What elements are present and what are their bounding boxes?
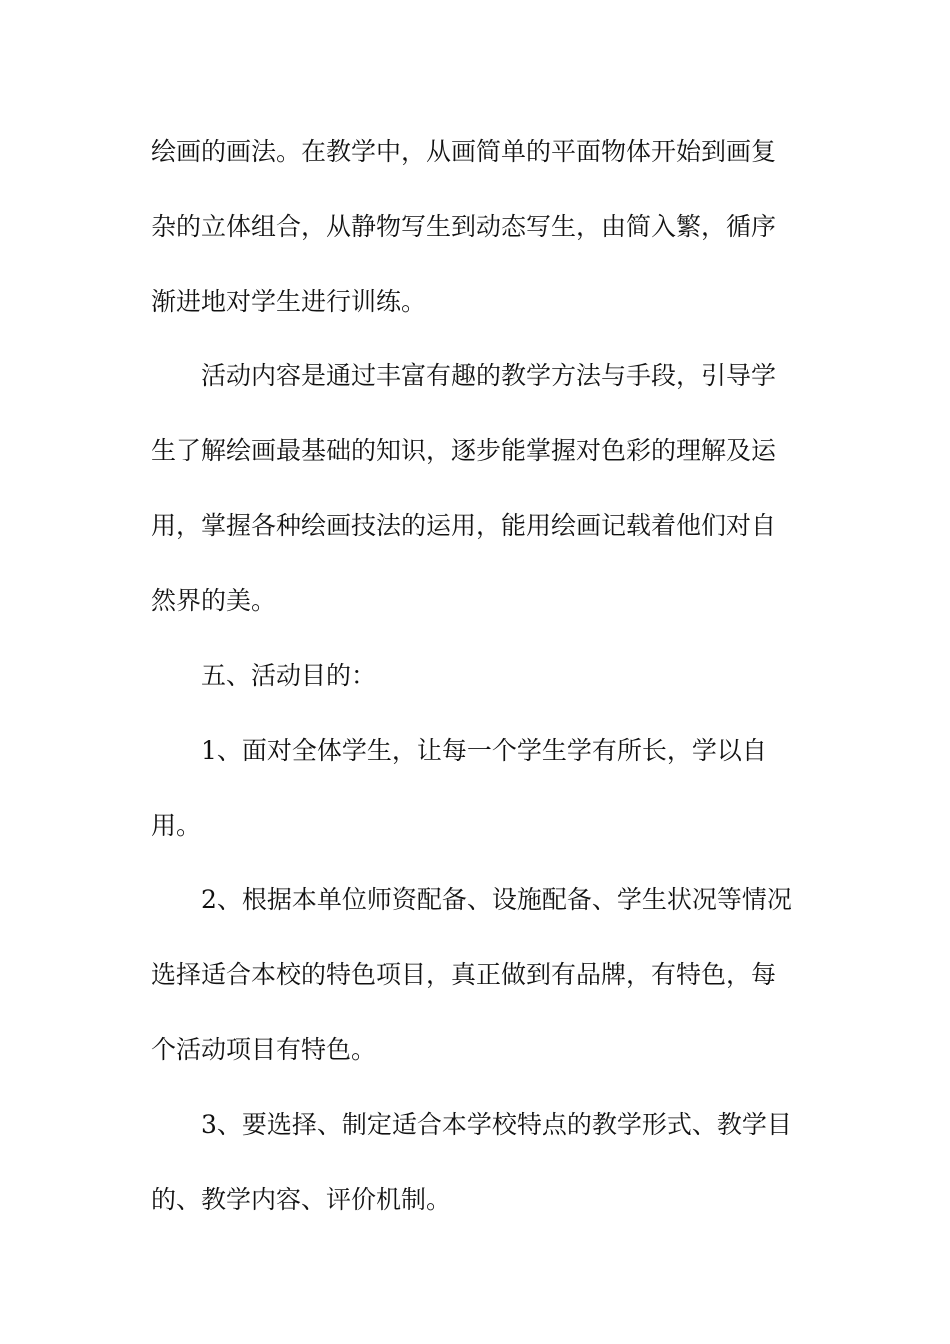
paragraph-first-line: 活动内容是通过丰富有趣的教学方法与手段，引导学 xyxy=(201,361,777,390)
list-item-3: 3、要选择、制定适合本学校特点的教学形式、教学目 xyxy=(201,1110,792,1139)
text-line: 生了解绘画最基础的知识，逐步能掌握对色彩的理解及运 xyxy=(151,436,777,465)
text-line: 个活动项目有特色。 xyxy=(151,1035,377,1064)
list-item-1: 1、面对全体学生，让每一个学生学有所长，学以自 xyxy=(201,736,767,765)
text-line: 杂的立体组合，从静物写生到动态写生，由简入繁，循序 xyxy=(151,212,777,241)
text-line: 用，掌握各种绘画技法的运用，能用绘画记载着他们对自 xyxy=(151,511,777,540)
text-line: 绘画的画法。在教学中，从画简单的平面物体开始到画复 xyxy=(151,137,777,166)
list-item-2: 2、根据本单位师资配备、设施配备、学生状况等情况 xyxy=(201,885,792,914)
text-line: 选择适合本校的特色项目，真正做到有品牌，有特色，每 xyxy=(151,960,777,989)
text-line: 的、教学内容、评价机制。 xyxy=(151,1185,452,1214)
text-line: 然界的美。 xyxy=(151,586,277,615)
text-line: 用。 xyxy=(151,811,202,840)
section-heading: 五、活动目的： xyxy=(201,661,377,690)
text-line: 渐进地对学生进行训练。 xyxy=(151,287,427,316)
